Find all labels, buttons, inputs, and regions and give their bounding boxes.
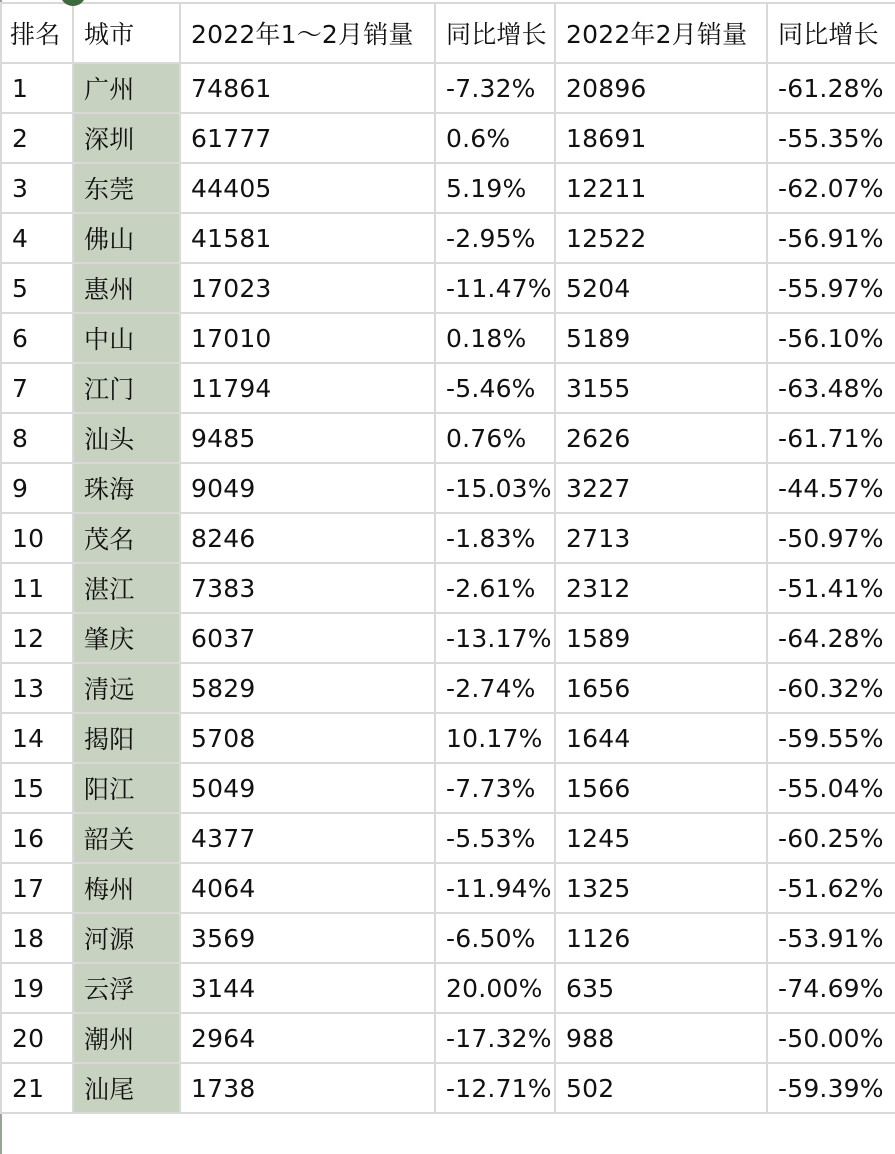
cell-city[interactable]: 东莞 — [73, 163, 180, 213]
cell-sales-feb[interactable]: 18691 — [555, 113, 767, 163]
sales-table — [0, 2, 895, 1114]
cell-sales-jan-feb[interactable]: 3569 — [180, 913, 435, 963]
cell-yoy-feb[interactable]: -44.57% — [767, 463, 895, 513]
cell-yoy-feb[interactable]: -50.97% — [767, 513, 895, 563]
table-row — [1, 863, 895, 913]
table-row — [1, 463, 895, 513]
cell-city[interactable]: 云浮 — [73, 963, 180, 1013]
table-row — [1, 363, 895, 413]
cell-yoy-feb[interactable]: -55.04% — [767, 763, 895, 813]
cell-sales-feb[interactable]: 5204 — [555, 263, 767, 313]
cell-rank[interactable]: 10 — [1, 513, 73, 563]
cell-rank[interactable]: 16 — [1, 813, 73, 863]
cell-city[interactable]: 韶关 — [73, 813, 180, 863]
cell-rank[interactable]: 13 — [1, 663, 73, 713]
cell-yoy-jan-feb[interactable]: 0.18% — [435, 313, 555, 363]
cell-yoy-jan-feb[interactable]: -11.47% — [435, 263, 555, 313]
header-yoy-jan-feb: 同比增长 — [435, 3, 555, 63]
cell-yoy-feb[interactable]: -60.32% — [767, 663, 895, 713]
cell-city[interactable]: 阳江 — [73, 763, 180, 813]
table-row — [1, 163, 895, 213]
cell-city[interactable]: 湛江 — [73, 563, 180, 613]
cell-sales-jan-feb[interactable]: 17010 — [180, 313, 435, 363]
cell-yoy-jan-feb[interactable]: -2.95% — [435, 213, 555, 263]
cell-sales-feb[interactable]: 1566 — [555, 763, 767, 813]
cell-yoy-feb[interactable]: -64.28% — [767, 613, 895, 663]
cell-yoy-feb[interactable]: -56.10% — [767, 313, 895, 363]
cell-sales-jan-feb[interactable]: 1738 — [180, 1063, 435, 1113]
table-row — [1, 913, 895, 963]
cell-yoy-feb[interactable]: -61.28% — [767, 63, 895, 113]
table-row — [1, 413, 895, 463]
table-row — [1, 1013, 895, 1063]
cell-yoy-feb[interactable]: -59.55% — [767, 713, 895, 763]
cell-rank[interactable]: 5 — [1, 263, 73, 313]
table-row — [1, 213, 895, 263]
cell-sales-jan-feb[interactable]: 9485 — [180, 413, 435, 463]
cell-city[interactable]: 清远 — [73, 663, 180, 713]
cell-rank[interactable]: 19 — [1, 963, 73, 1013]
cell-yoy-feb[interactable]: -55.35% — [767, 113, 895, 163]
cell-sales-jan-feb[interactable]: 2964 — [180, 1013, 435, 1063]
cell-sales-jan-feb[interactable]: 5708 — [180, 713, 435, 763]
cell-sales-feb[interactable]: 12522 — [555, 213, 767, 263]
cell-city[interactable]: 汕头 — [73, 413, 180, 463]
cell-city[interactable]: 肇庆 — [73, 613, 180, 663]
cell-city[interactable]: 河源 — [73, 913, 180, 963]
cell-yoy-feb[interactable]: -61.71% — [767, 413, 895, 463]
cell-sales-jan-feb[interactable]: 6037 — [180, 613, 435, 663]
cell-sales-jan-feb[interactable]: 9049 — [180, 463, 435, 513]
cell-sales-jan-feb[interactable]: 74861 — [180, 63, 435, 113]
cell-rank[interactable]: 9 — [1, 463, 73, 513]
cell-yoy-feb[interactable]: -51.41% — [767, 563, 895, 613]
cell-sales-jan-feb[interactable]: 5049 — [180, 763, 435, 813]
cell-sales-feb[interactable]: 1656 — [555, 663, 767, 713]
table-row — [1, 63, 895, 113]
table-row — [1, 963, 895, 1013]
cell-yoy-feb[interactable]: -62.07% — [767, 163, 895, 213]
cell-rank[interactable]: 4 — [1, 213, 73, 263]
cell-yoy-jan-feb[interactable]: 0.76% — [435, 413, 555, 463]
cell-city[interactable]: 珠海 — [73, 463, 180, 513]
cell-sales-feb[interactable]: 2626 — [555, 413, 767, 463]
cell-sales-jan-feb[interactable]: 11794 — [180, 363, 435, 413]
cell-city[interactable]: 潮州 — [73, 1013, 180, 1063]
cell-sales-jan-feb[interactable]: 3144 — [180, 963, 435, 1013]
cell-sales-feb[interactable]: 1126 — [555, 913, 767, 963]
cell-yoy-jan-feb[interactable]: -5.46% — [435, 363, 555, 413]
cell-sales-jan-feb[interactable]: 7383 — [180, 563, 435, 613]
cell-sales-feb[interactable]: 502 — [555, 1063, 767, 1113]
cell-sales-jan-feb[interactable]: 4377 — [180, 813, 435, 863]
cell-sales-jan-feb[interactable]: 41581 — [180, 213, 435, 263]
cell-rank[interactable]: 18 — [1, 913, 73, 963]
cell-yoy-jan-feb[interactable]: -11.94% — [435, 863, 555, 913]
cell-rank[interactable]: 6 — [1, 313, 73, 363]
header-sales-feb: 2022年2月销量 — [555, 3, 767, 63]
cell-rank[interactable]: 3 — [1, 163, 73, 213]
cell-rank[interactable]: 8 — [1, 413, 73, 463]
header-row — [1, 3, 895, 63]
table-row — [1, 663, 895, 713]
cell-yoy-jan-feb[interactable]: -7.73% — [435, 763, 555, 813]
cell-city[interactable]: 佛山 — [73, 213, 180, 263]
cell-city[interactable]: 深圳 — [73, 113, 180, 163]
cell-rank[interactable]: 20 — [1, 1013, 73, 1063]
cell-sales-feb[interactable]: 2713 — [555, 513, 767, 563]
cell-sales-feb[interactable]: 3227 — [555, 463, 767, 513]
header-rank: 排名 — [1, 3, 73, 63]
table-row — [1, 263, 895, 313]
header-sales-jan-feb: 2022年1～2月销量 — [180, 3, 435, 63]
cell-city[interactable]: 茂名 — [73, 513, 180, 563]
table-row — [1, 1063, 895, 1113]
cell-yoy-jan-feb[interactable]: -2.74% — [435, 663, 555, 713]
cell-city[interactable]: 中山 — [73, 313, 180, 363]
cell-sales-feb[interactable]: 988 — [555, 1013, 767, 1063]
cell-yoy-jan-feb[interactable]: -12.71% — [435, 1063, 555, 1113]
cell-rank[interactable]: 17 — [1, 863, 73, 913]
table-row — [1, 513, 895, 563]
cell-yoy-feb[interactable]: -63.48% — [767, 363, 895, 413]
cell-rank[interactable]: 12 — [1, 613, 73, 663]
cell-yoy-jan-feb[interactable]: 20.00% — [435, 963, 555, 1013]
cell-sales-jan-feb[interactable]: 8246 — [180, 513, 435, 563]
cell-sales-jan-feb[interactable]: 17023 — [180, 263, 435, 313]
table-row — [1, 763, 895, 813]
cell-yoy-feb[interactable]: -50.00% — [767, 1013, 895, 1063]
cell-sales-jan-feb[interactable]: 44405 — [180, 163, 435, 213]
table-row — [1, 813, 895, 863]
cell-city[interactable]: 惠州 — [73, 263, 180, 313]
cell-rank[interactable]: 14 — [1, 713, 73, 763]
table-header — [1, 3, 895, 63]
cell-sales-feb[interactable]: 20896 — [555, 63, 767, 113]
table-row — [1, 563, 895, 613]
table-row — [1, 613, 895, 663]
cell-sales-feb[interactable]: 1245 — [555, 813, 767, 863]
cell-yoy-jan-feb[interactable]: -1.83% — [435, 513, 555, 563]
cell-city[interactable]: 广州 — [73, 63, 180, 113]
cell-rank[interactable]: 7 — [1, 363, 73, 413]
cell-yoy-feb[interactable]: -53.91% — [767, 913, 895, 963]
cell-sales-feb[interactable]: 3155 — [555, 363, 767, 413]
cell-sales-feb[interactable]: 1325 — [555, 863, 767, 913]
cell-yoy-feb[interactable]: -74.69% — [767, 963, 895, 1013]
cell-yoy-feb[interactable]: -51.62% — [767, 863, 895, 913]
cell-yoy-jan-feb[interactable]: -6.50% — [435, 913, 555, 963]
table-row — [1, 113, 895, 163]
cell-sales-feb[interactable]: 635 — [555, 963, 767, 1013]
cell-sales-jan-feb[interactable]: 5829 — [180, 663, 435, 713]
cell-rank[interactable]: 15 — [1, 763, 73, 813]
cell-yoy-feb[interactable]: -56.91% — [767, 213, 895, 263]
cell-yoy-jan-feb[interactable]: -13.17% — [435, 613, 555, 663]
header-city: 城市 — [73, 3, 180, 63]
cell-rank[interactable]: 11 — [1, 563, 73, 613]
cell-yoy-feb[interactable]: -60.25% — [767, 813, 895, 863]
cell-sales-jan-feb[interactable]: 61777 — [180, 113, 435, 163]
cell-sales-feb[interactable]: 12211 — [555, 163, 767, 213]
cell-yoy-jan-feb[interactable]: -17.32% — [435, 1013, 555, 1063]
cell-city[interactable]: 江门 — [73, 363, 180, 413]
cell-sales-jan-feb[interactable]: 4064 — [180, 863, 435, 913]
cell-rank[interactable]: 1 — [1, 63, 73, 113]
cell-rank[interactable]: 21 — [1, 1063, 73, 1113]
cell-yoy-jan-feb[interactable]: -2.61% — [435, 563, 555, 613]
cell-sales-feb[interactable]: 1644 — [555, 713, 767, 763]
table-body — [1, 63, 895, 1113]
cell-yoy-jan-feb[interactable]: -15.03% — [435, 463, 555, 513]
cell-yoy-jan-feb[interactable]: 0.6% — [435, 113, 555, 163]
cell-yoy-feb[interactable]: -59.39% — [767, 1063, 895, 1113]
cell-yoy-jan-feb[interactable]: -5.53% — [435, 813, 555, 863]
cell-yoy-feb[interactable]: -55.97% — [767, 263, 895, 313]
table-row — [1, 713, 895, 763]
cell-yoy-jan-feb[interactable]: -7.32% — [435, 63, 555, 113]
cell-city[interactable]: 揭阳 — [73, 713, 180, 763]
cell-sales-feb[interactable]: 5189 — [555, 313, 767, 363]
cell-yoy-jan-feb[interactable]: 5.19% — [435, 163, 555, 213]
cell-yoy-jan-feb[interactable]: 10.17% — [435, 713, 555, 763]
cell-rank[interactable]: 2 — [1, 113, 73, 163]
header-yoy-feb: 同比增长 — [767, 3, 895, 63]
cell-sales-feb[interactable]: 2312 — [555, 563, 767, 613]
cell-city[interactable]: 汕尾 — [73, 1063, 180, 1113]
cell-city[interactable]: 梅州 — [73, 863, 180, 913]
cell-sales-feb[interactable]: 1589 — [555, 613, 767, 663]
table-row — [1, 313, 895, 363]
